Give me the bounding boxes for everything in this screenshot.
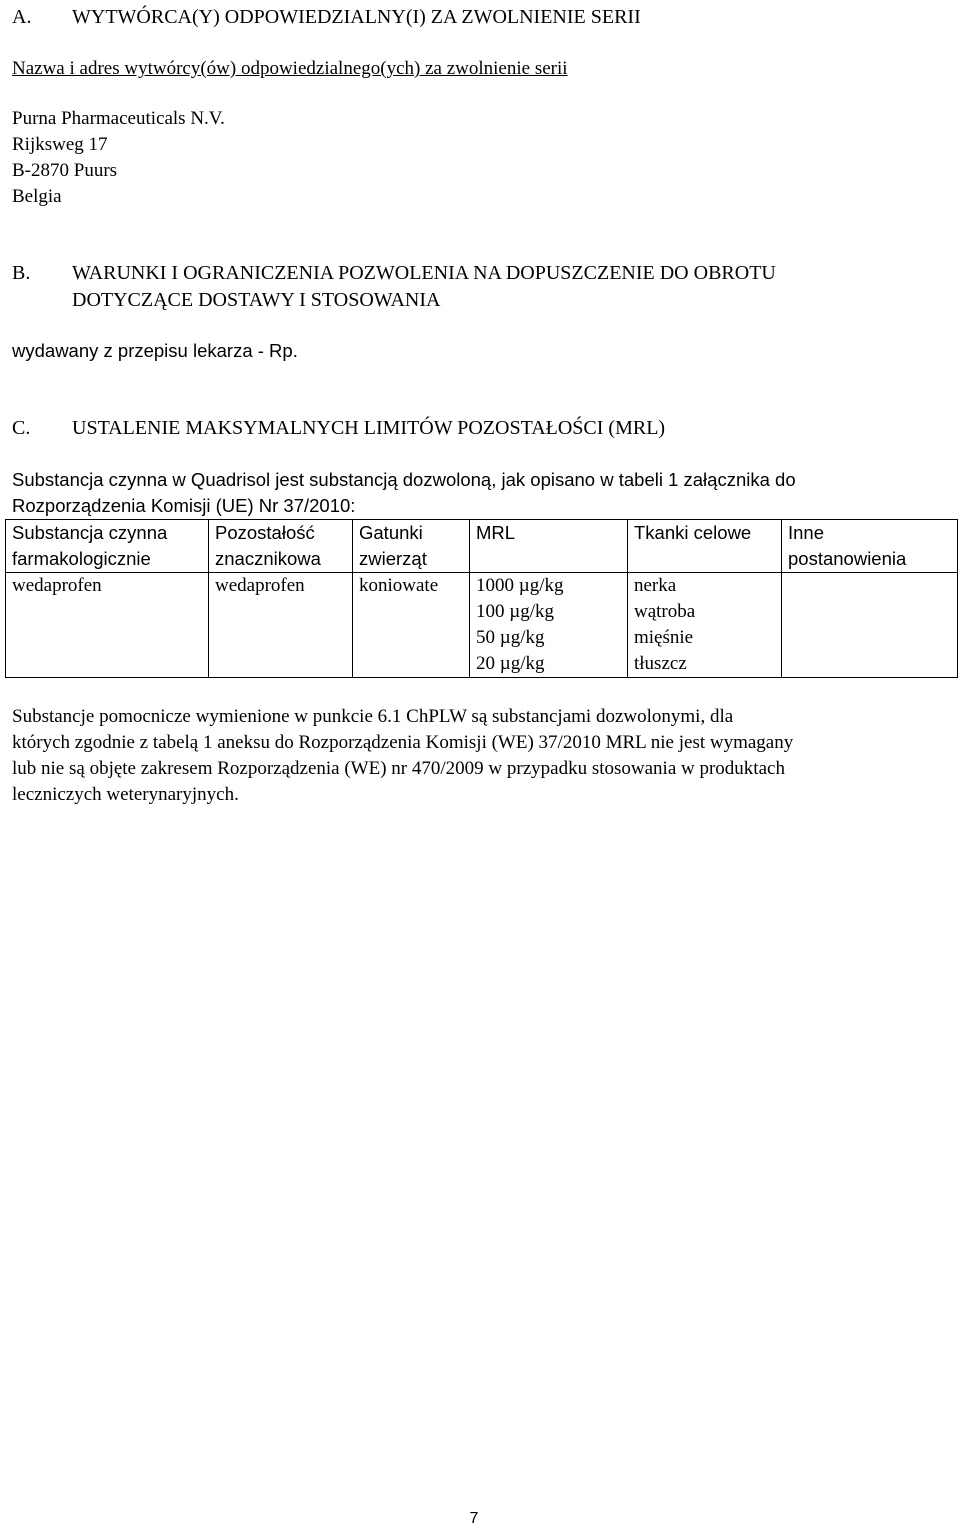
intro-line-1: Substancja czynna w Quadrisol jest substancją dozwoloną, jak opisano w tabeli 1 załącznika do [12,469,796,490]
section-b-title-line2: DOTYCZĄCE DOSTAWY I STOSOWANIA [72,289,441,311]
section-a-heading [12,4,641,30]
address-line-street: Rijksweg 17 [12,134,108,155]
intro-line-2: Rozporządzenia Komisji (UE) Nr 37/2010: [12,495,356,516]
table-row [6,573,958,678]
cell-marker-residue: wedaprofen [209,573,353,678]
section-c-title: USTALENIE MAKSYMALNYCH LIMITÓW POZOSTAŁOŚCI (MRL) [72,417,666,439]
header-mrl: MRL [470,520,628,573]
section-c-letter: C. [12,417,31,439]
section-b-heading [12,260,776,286]
address-line-country: Belgia [12,186,62,207]
cell-other-provisions [782,573,958,678]
excipients-line-2: których zgodnie z tabelą 1 aneksu do Rozporządzenia Komisji (WE) 37/2010 MRL nie jest wymagany [12,732,794,753]
cell-target-tissues: nerka wątroba mięśnie tłuszcz [628,573,782,678]
cell-substance: wedaprofen [6,573,209,678]
section-a-title: WYTWÓRCA(Y) ODPOWIEDZIALNY(I) ZA ZWOLNIENIE SERII [72,6,641,28]
excipients-line-3: lub nie są objęte zakresem Rozporządzenia (WE) nr 470/2009 w przypadku stosowania w produktach [12,758,785,779]
section-c-heading [12,415,665,441]
section-b-letter: B. [12,262,31,284]
header-target-tissues: Tkanki celowe [628,520,782,573]
page-number: 7 [469,1510,479,1527]
excipients-paragraph [12,704,942,808]
section-b-title-line1: WARUNKI I OGRANICZENIA POZWOLENIA NA DOPUSZCZENIE DO OBROTU [72,262,776,284]
address-line-company: Purna Pharmaceuticals N.V. [12,108,225,129]
manufacturer-subtitle: Nazwa i adres wytwórcy(ów) odpowiedzialnego(ych) za zwolnienie serii [12,58,568,79]
section-a-letter: A. [12,6,32,28]
header-species: Gatunki zwierząt [353,520,470,573]
excipients-line-4: leczniczych weterynaryjnych. [12,784,239,805]
mrl-table [5,519,958,678]
header-substance: Substancja czynna farmakologicznie [6,520,209,573]
prescription-status: wydawany z przepisu lekarza - Rp. [12,340,298,361]
excipients-line-1: Substancje pomocnicze wymienione w punkcie 6.1 ChPLW są substancjami dozwolonymi, dla [12,706,734,727]
table-header-row [6,520,958,573]
header-marker-residue: Pozostałość znacznikowa [209,520,353,573]
cell-species: koniowate [353,573,470,678]
header-other-provisions: Inne postanowienia [782,520,958,573]
cell-mrl: 1000 µg/kg 100 µg/kg 50 µg/kg 20 µg/kg [470,573,628,678]
address-line-city: B-2870 Puurs [12,160,118,181]
